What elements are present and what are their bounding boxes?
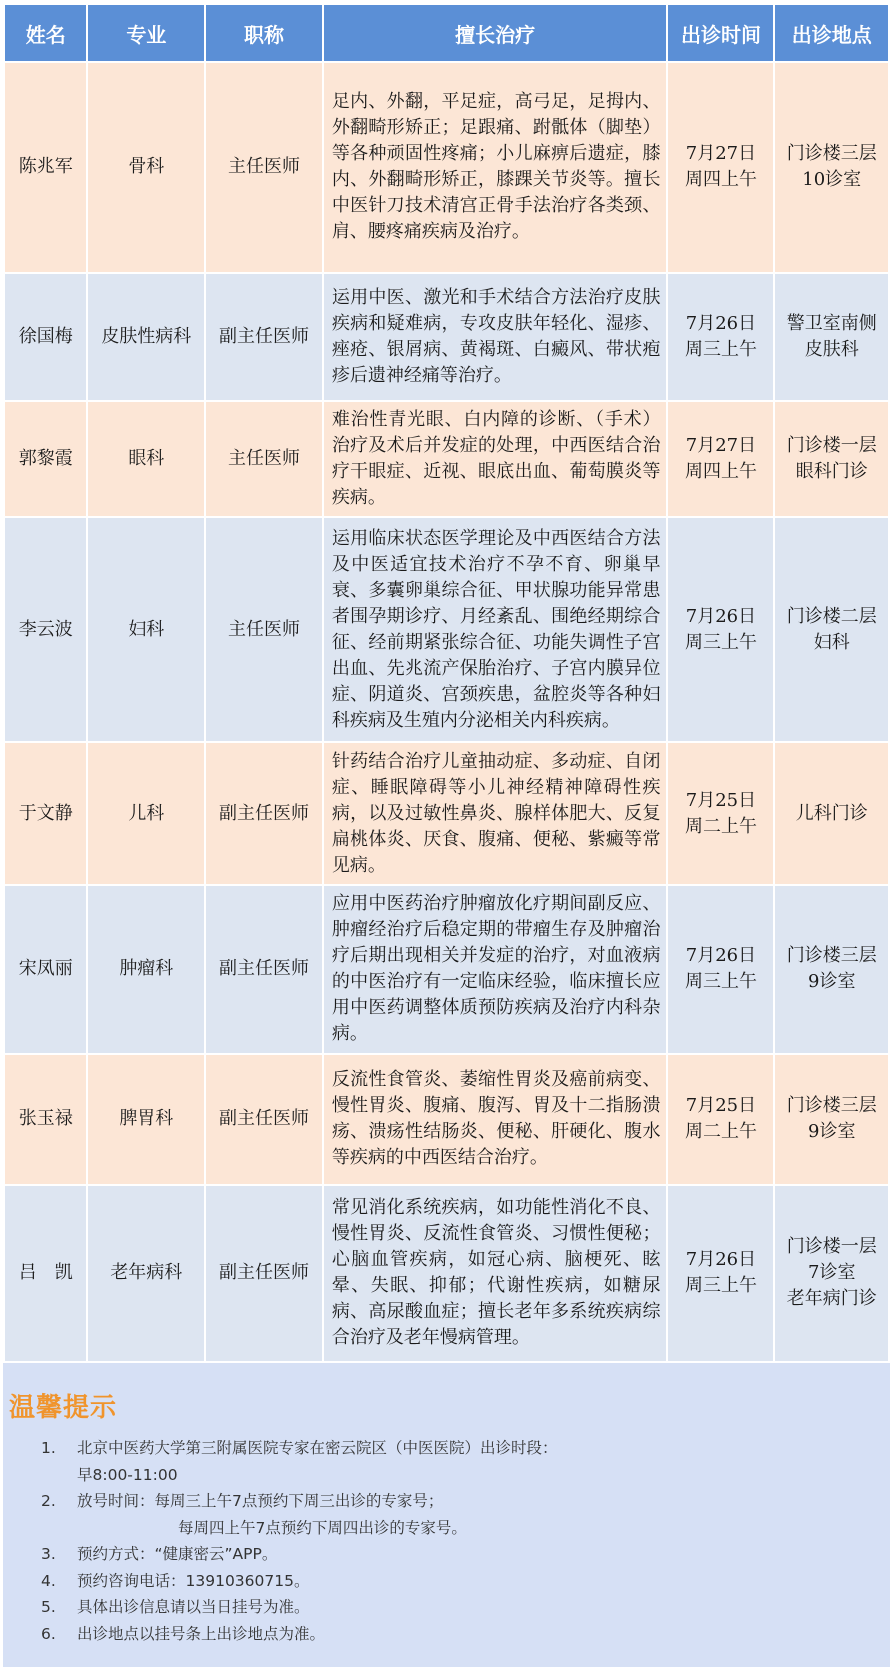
header-location: 出诊地点 bbox=[774, 4, 889, 62]
doctor-specialty: 常见消化系统疾病，如功能性消化不良、慢性胃炎、反流性食管炎、习惯性便秘；心脑血管疾病，如冠心病、脑梗死、眩晕、失眠、抑郁；代谢性疾病，如糖尿病、高尿酸血症；擅长老年多系统疾病综合治疗及老年慢病管理。 bbox=[323, 1185, 668, 1362]
clinic-location-line: 警卫室南侧 bbox=[786, 312, 877, 334]
table-row bbox=[4, 1185, 889, 1362]
doctor-title: 主任医师 bbox=[205, 401, 323, 517]
doctor-specialty: 针药结合治疗儿童抽动症、多动症、自闭症、睡眠障碍等小儿神经精神障碍性疾病，以及过敏性鼻炎、腺样体肥大、反复扁桃体炎、厌食、腹痛、便秘、紫癜等常见病。 bbox=[323, 742, 668, 884]
header-specialty: 擅长治疗 bbox=[323, 4, 668, 62]
tips-list bbox=[41, 1435, 881, 1647]
tip-item bbox=[41, 1488, 881, 1541]
clinic-weekday: 周三上午 bbox=[684, 338, 757, 360]
doctor-dept: 老年病科 bbox=[87, 1185, 205, 1362]
doctor-name: 宋凤丽 bbox=[4, 885, 87, 1054]
tip-item bbox=[41, 1568, 881, 1595]
clinic-location-line: 儿科门诊 bbox=[795, 802, 868, 824]
table-row bbox=[4, 401, 889, 517]
schedule-table bbox=[3, 3, 890, 1363]
tip-number: 3. bbox=[41, 1545, 56, 1563]
tip-text: 预约咨询电话：13910360715。 bbox=[77, 1571, 310, 1590]
clinic-weekday: 周三上午 bbox=[684, 1275, 757, 1297]
clinic-location-line: 7诊室 bbox=[808, 1262, 856, 1284]
clinic-location-line: 10诊室 bbox=[802, 169, 862, 191]
table-row bbox=[4, 885, 889, 1054]
doctor-dept: 妇科 bbox=[87, 517, 205, 743]
clinic-location bbox=[774, 885, 889, 1054]
clinic-date: 7月26日 bbox=[685, 1249, 757, 1271]
header-time: 出诊时间 bbox=[667, 4, 774, 62]
tip-text: 具体出诊信息请以当日挂号为准。 bbox=[77, 1598, 310, 1616]
doctor-name: 于文静 bbox=[4, 742, 87, 884]
header-name: 姓名 bbox=[4, 4, 87, 62]
doctor-dept: 眼科 bbox=[87, 401, 205, 517]
clinic-date: 7月26日 bbox=[685, 945, 757, 967]
clinic-time bbox=[667, 1054, 774, 1185]
clinic-time bbox=[667, 401, 774, 517]
clinic-date: 7月25日 bbox=[685, 1095, 757, 1117]
doctor-dept: 儿科 bbox=[87, 742, 205, 884]
tip-text: 预约方式：“健康密云”APP。 bbox=[77, 1545, 278, 1563]
clinic-time bbox=[667, 273, 774, 401]
tip-text: 出诊地点以挂号条上出诊地点为准。 bbox=[77, 1624, 326, 1643]
tip-number: 5. bbox=[41, 1598, 56, 1616]
clinic-location-line: 门诊楼二层 bbox=[786, 605, 877, 627]
clinic-location bbox=[774, 62, 889, 273]
clinic-location-line: 门诊楼一层 bbox=[786, 1236, 877, 1258]
clinic-location bbox=[774, 517, 889, 743]
doctor-title: 副主任医师 bbox=[205, 742, 323, 884]
tip-item bbox=[41, 1594, 881, 1621]
clinic-weekday: 周四上午 bbox=[684, 460, 757, 482]
clinic-weekday: 周二上午 bbox=[684, 1121, 757, 1143]
doctor-name: 张玉禄 bbox=[4, 1054, 87, 1185]
clinic-time bbox=[667, 517, 774, 743]
clinic-location-line: 门诊楼三层 bbox=[786, 1095, 877, 1117]
doctor-title: 副主任医师 bbox=[205, 885, 323, 1054]
tips-title: 温馨提示 bbox=[9, 1393, 118, 1423]
tip-number: 4. bbox=[41, 1571, 56, 1590]
clinic-time bbox=[667, 885, 774, 1054]
tip-text: 早8:00-11:00 bbox=[77, 1465, 178, 1484]
clinic-location-line: 眼科门诊 bbox=[795, 460, 868, 482]
doctor-name: 郭黎霞 bbox=[4, 401, 87, 517]
clinic-location-line: 门诊楼三层 bbox=[786, 143, 877, 165]
clinic-location-line: 9诊室 bbox=[808, 1121, 856, 1143]
header-dept: 专业 bbox=[87, 4, 205, 62]
doctor-name: 陈兆军 bbox=[4, 62, 87, 273]
clinic-location bbox=[774, 401, 889, 517]
clinic-date: 7月26日 bbox=[685, 605, 757, 627]
clinic-weekday: 周三上午 bbox=[684, 971, 757, 993]
tip-item bbox=[41, 1435, 881, 1488]
doctor-title: 主任医师 bbox=[205, 62, 323, 273]
doctor-specialty: 运用中医、激光和手术结合方法治疗皮肤疾病和疑难病，专攻皮肤年轻化、湿疹、痤疮、银屑病、黄褐斑、白癜风、带状疱疹后遗神经痛等治疗。 bbox=[323, 273, 668, 401]
table-row bbox=[4, 62, 889, 273]
doctor-title: 副主任医师 bbox=[205, 273, 323, 401]
doctor-title: 副主任医师 bbox=[205, 1054, 323, 1185]
doctor-name: 吕 凯 bbox=[4, 1185, 87, 1362]
doctor-dept: 骨科 bbox=[87, 62, 205, 273]
doctor-specialty: 应用中医药治疗肿瘤放化疗期间副反应、肿瘤经治疗后稳定期的带瘤生存及肿瘤治疗后期出现相关并发症的治疗，对血液病的中医治疗有一定临床经验，临床擅长应用中医药调整体质预防疾病及治疗内科杂病。 bbox=[323, 885, 668, 1054]
doctor-specialty: 运用临床状态医学理论及中西医结合方法及中医适宜技术治疗不孕不育、卵巢早衰、多囊卵巢综合征、甲状腺功能异常患者围孕期诊疗、月经紊乱、围绝经期综合征、经前期紧张综合征、功能失调性子宫出血、先兆流产保胎治疗、子宫内膜异位症、阴道炎、宫颈疾患，盆腔炎等各种妇科疾病及生殖内分泌相关内科疾病。 bbox=[323, 517, 668, 743]
doctor-dept: 皮肤性病科 bbox=[87, 273, 205, 401]
tip-number: 2. bbox=[41, 1492, 56, 1510]
clinic-weekday: 周三上午 bbox=[684, 631, 757, 653]
tip-number: 1. bbox=[41, 1439, 56, 1457]
clinic-time bbox=[667, 742, 774, 884]
clinic-location-line: 9诊室 bbox=[808, 971, 856, 993]
clinic-location-line: 老年病门诊 bbox=[786, 1288, 877, 1310]
clinic-date: 7月27日 bbox=[685, 434, 757, 456]
tip-item bbox=[41, 1621, 881, 1648]
tip-text: 北京中医药大学第三附属医院专家在密云院区（中医医院）出诊时段： bbox=[77, 1439, 558, 1457]
clinic-location-line: 妇科 bbox=[813, 631, 850, 653]
doctor-specialty: 足内、外翻，平足症，高弓足，足拇内、外翻畸形矫正；足跟痛、跗骶体（脚垫）等各种顽固性疼痛；小儿麻痹后遗症，膝内、外翻畸形矫正，膝踝关节炎等。擅长中医针刀技术清宫正骨手法治疗各类颈、肩、腰疼痛疾病及治疗。 bbox=[323, 62, 668, 273]
clinic-location bbox=[774, 273, 889, 401]
header-title: 职称 bbox=[205, 4, 323, 62]
table-row bbox=[4, 742, 889, 884]
tip-text: 每周四上午7点预约下周四出诊的专家号。 bbox=[178, 1518, 467, 1537]
table-row bbox=[4, 273, 889, 401]
clinic-location bbox=[774, 742, 889, 884]
clinic-date: 7月27日 bbox=[685, 143, 757, 165]
doctor-specialty: 反流性食管炎、萎缩性胃炎及癌前病变、慢性胃炎、腹痛、腹泻、胃及十二指肠溃疡、溃疡性结肠炎、便秘、肝硬化、腹水等疾病的中西医结合治疗。 bbox=[323, 1054, 668, 1185]
tip-text: 放号时间：每周三上午7点预约下周三出诊的专家号； bbox=[77, 1492, 444, 1510]
doctor-dept: 脾胃科 bbox=[87, 1054, 205, 1185]
clinic-location-line: 门诊楼一层 bbox=[786, 434, 877, 456]
clinic-location bbox=[774, 1185, 889, 1362]
clinic-weekday: 周四上午 bbox=[684, 169, 757, 191]
tips-panel bbox=[3, 1363, 890, 1667]
clinic-time bbox=[667, 1185, 774, 1362]
clinic-weekday: 周二上午 bbox=[684, 815, 757, 837]
tip-number: 6. bbox=[41, 1624, 56, 1643]
table-header-row bbox=[4, 4, 889, 62]
tip-item bbox=[41, 1541, 881, 1568]
clinic-time bbox=[667, 62, 774, 273]
table-row bbox=[4, 1054, 889, 1185]
doctor-dept: 肿瘤科 bbox=[87, 885, 205, 1054]
clinic-location-line: 皮肤科 bbox=[804, 338, 859, 360]
doctor-name: 李云波 bbox=[4, 517, 87, 743]
doctor-title: 副主任医师 bbox=[205, 1185, 323, 1362]
doctor-specialty: 难治性青光眼、白内障的诊断、（手术）治疗及术后并发症的处理，中西医结合治疗干眼症、近视、眼底出血、葡萄膜炎等疾病。 bbox=[323, 401, 668, 517]
clinic-location-line: 门诊楼三层 bbox=[786, 945, 877, 967]
clinic-date: 7月26日 bbox=[685, 312, 757, 334]
doctor-title: 主任医师 bbox=[205, 517, 323, 743]
doctor-name: 徐国梅 bbox=[4, 273, 87, 401]
clinic-location bbox=[774, 1054, 889, 1185]
clinic-date: 7月25日 bbox=[685, 789, 757, 811]
table-row bbox=[4, 517, 889, 743]
